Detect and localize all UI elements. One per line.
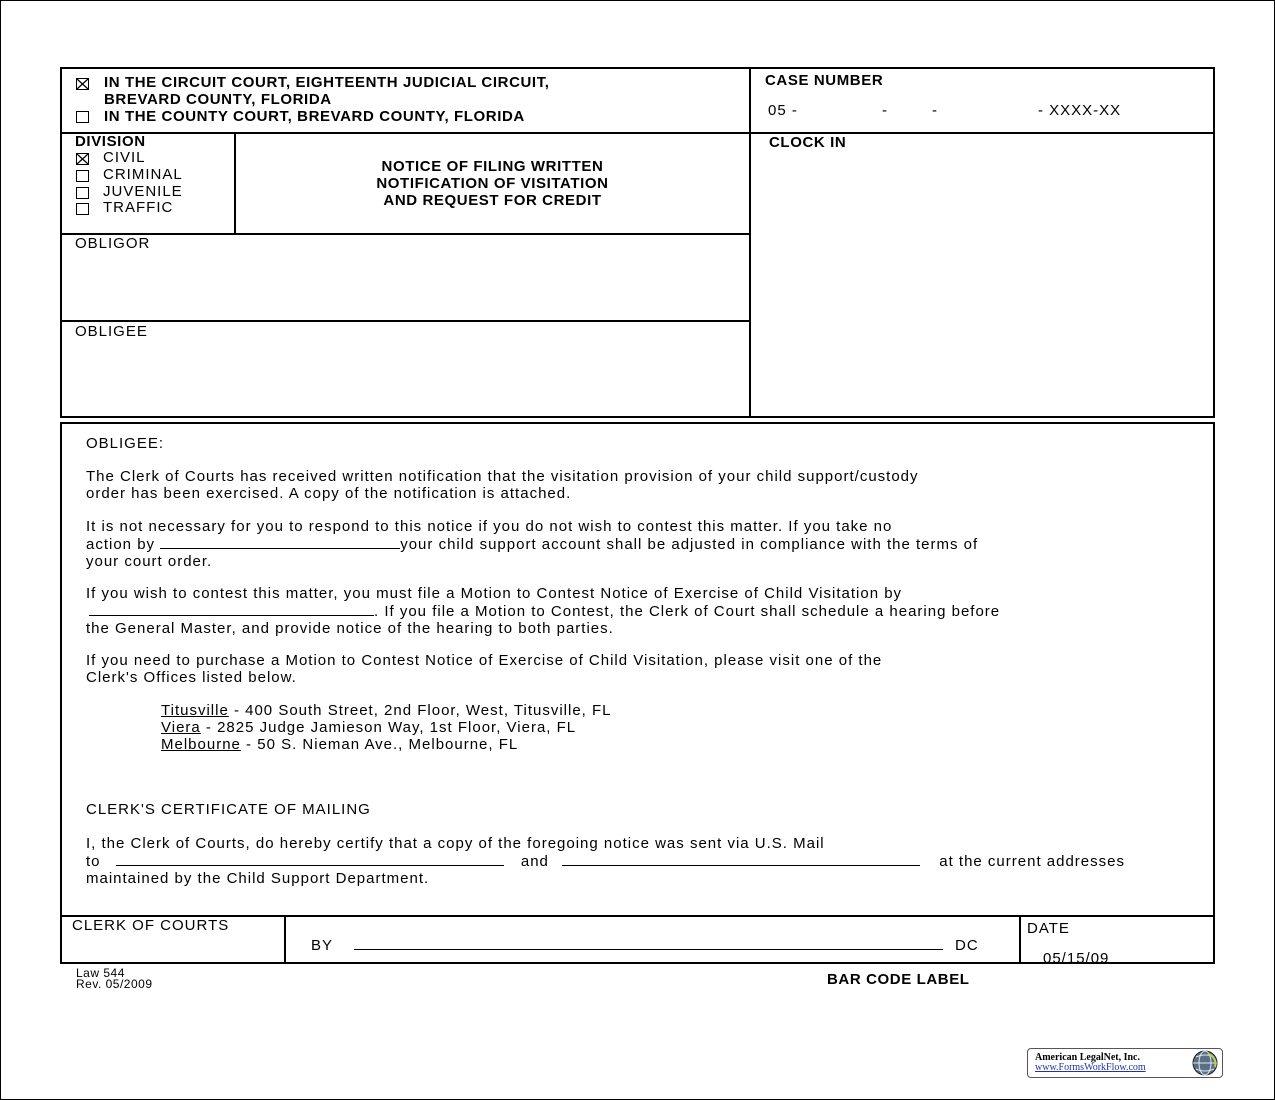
circuit-court-line1: IN THE CIRCUIT COURT, EIGHTEENTH JUDICIAL CIRCUIT,: [104, 74, 550, 91]
clock-in-label: CLOCK IN: [769, 134, 847, 151]
office-titusville: [161, 702, 1271, 719]
obligor-top-line: [60, 233, 750, 235]
clerk-of-courts-label: CLERK OF COURTS: [72, 917, 230, 934]
paragraph-1-line-1: The Clerk of Courts has received written notification that the visitation provision of your child support/custody: [86, 468, 919, 485]
american-legalnet-logo[interactable]: [1027, 1048, 1223, 1078]
division-civil-checkbox[interactable]: [76, 153, 89, 165]
footer-divider-2: [1019, 915, 1021, 964]
logo-url[interactable]: www.FormsWorkFlow.com: [1035, 1062, 1146, 1073]
form-id: Law 544: [76, 966, 125, 980]
obligee-top-line: [60, 320, 750, 322]
circuit-court-line2: BREVARD COUNTY, FLORIDA: [104, 91, 332, 108]
office-city: Titusville: [161, 702, 229, 719]
county-court-checkbox[interactable]: [76, 111, 89, 123]
office-address: - 50 S. Nieman Ave., Melbourne, FL: [240, 736, 519, 753]
paragraph-2-line-1: It is not necessary for you to respond to this notice if you do not wish to contest this matter. If you take no: [86, 518, 893, 535]
circuit-court-checkbox[interactable]: [76, 78, 89, 90]
division-traffic-checkbox[interactable]: [76, 203, 89, 215]
paragraph-3-line-1: If you wish to contest this matter, you must file a Motion to Contest Notice of Exercise of Child Visitation by: [86, 585, 903, 602]
division-traffic-label: TRAFFIC: [103, 199, 174, 216]
office-viera: [161, 719, 1271, 736]
paragraph-1: [86, 468, 1196, 502]
date-value[interactable]: 05/15/09: [1043, 950, 1110, 967]
header-vertical-divider: [749, 67, 751, 418]
check-x-icon: [77, 79, 88, 89]
obligor-label: OBLIGOR: [75, 235, 151, 252]
obligee-label: OBLIGEE: [75, 323, 148, 340]
motion-contest-text: . If you file a Motion to Contest, the Clerk of Court shall schedule a hearing before: [374, 603, 1001, 620]
office-city: Viera: [161, 719, 201, 736]
certificate-body: [86, 835, 1196, 887]
contest-by-date-blank[interactable]: [89, 602, 374, 616]
office-address: - 2825 Judge Jamieson Way, 1st Floor, Viera, FL: [200, 719, 577, 736]
division-label: DIVISION: [75, 133, 146, 150]
action-by-text: action by: [86, 536, 156, 553]
form-title-line-1: NOTICE OF FILING WRITTEN: [381, 158, 604, 175]
division-juvenile-label: JUVENILE: [103, 183, 183, 200]
form-revision: Rev. 05/2009: [76, 977, 153, 991]
by-label: BY: [311, 937, 334, 954]
case-number-dash-2: -: [932, 102, 938, 119]
case-number-label: CASE NUMBER: [765, 72, 884, 89]
footer-top-line: [60, 915, 1215, 917]
action-by-date-blank[interactable]: [160, 535, 400, 549]
paragraph-3: [86, 585, 1196, 637]
division-criminal-label: CRIMINAL: [103, 166, 183, 183]
clerk-offices-list: [161, 702, 1271, 753]
certificate-line-3: maintained by the Child Support Department.: [86, 870, 430, 887]
paragraph-2: [86, 518, 1196, 570]
county-court-line: IN THE COUNTY COURT, BREVARD COUNTY, FLORIDA: [104, 108, 525, 125]
globe-icon: [1188, 1049, 1222, 1077]
date-label: DATE: [1027, 920, 1070, 937]
paragraph-4-line-1: If you need to purchase a Motion to Contest Notice of Exercise of Child Visitation, please visit one of the: [86, 652, 883, 669]
office-address: - 400 South Street, 2nd Floor, West, Titusville, FL: [228, 702, 612, 719]
and-text: and: [520, 853, 549, 870]
check-x-icon: [77, 154, 88, 164]
paragraph-3-line-2: [86, 602, 1196, 620]
bar-code-label: BAR CODE LABEL: [827, 971, 970, 988]
salutation: OBLIGEE:: [86, 435, 165, 452]
form-title-line-3: AND REQUEST FOR CREDIT: [383, 192, 602, 209]
case-number-suffix: - XXXX-XX: [1038, 102, 1122, 119]
paragraph-4-line-2: Clerk's Offices listed below.: [86, 669, 297, 686]
logo-company-name: American LegalNet, Inc.: [1035, 1052, 1140, 1063]
current-addresses-text: at the current addresses: [939, 853, 1125, 870]
paragraph-4: [86, 652, 1196, 686]
paragraph-1-line-2: order has been exercised. A copy of the notification is attached.: [86, 485, 572, 502]
certificate-line-2: [86, 852, 1196, 870]
form-title-line-2: NOTIFICATION OF VISITATION: [376, 175, 609, 192]
division-criminal-checkbox[interactable]: [76, 170, 89, 182]
recipient-2-blank[interactable]: [562, 852, 920, 866]
paragraph-2-line-3: your court order.: [86, 553, 213, 570]
paragraph-2-line-2: [86, 535, 1196, 553]
office-city: Melbourne: [161, 736, 241, 753]
paragraph-3-line-3: the General Master, and provide notice of the hearing to both parties.: [86, 620, 614, 637]
to-text: to: [86, 853, 101, 870]
recipient-1-blank[interactable]: [116, 852, 504, 866]
case-number-dash-1: -: [882, 102, 888, 119]
signature-blank[interactable]: [354, 936, 943, 950]
footer-divider-1: [284, 915, 286, 964]
form-title: [236, 158, 749, 209]
certificate-line-1: I, the Clerk of Courts, do hereby certify that a copy of the foregoing notice was sent via U.S. Mail: [86, 835, 825, 852]
division-civil-label: CIVIL: [103, 149, 146, 166]
dc-label: DC: [955, 937, 979, 954]
case-number-prefix: 05 -: [768, 102, 798, 119]
account-adjusted-text: your child support account shall be adjusted in compliance with the terms of: [400, 536, 979, 553]
office-melbourne: [161, 736, 1271, 753]
certificate-heading: CLERK'S CERTIFICATE OF MAILING: [86, 801, 371, 818]
division-juvenile-checkbox[interactable]: [76, 187, 89, 199]
